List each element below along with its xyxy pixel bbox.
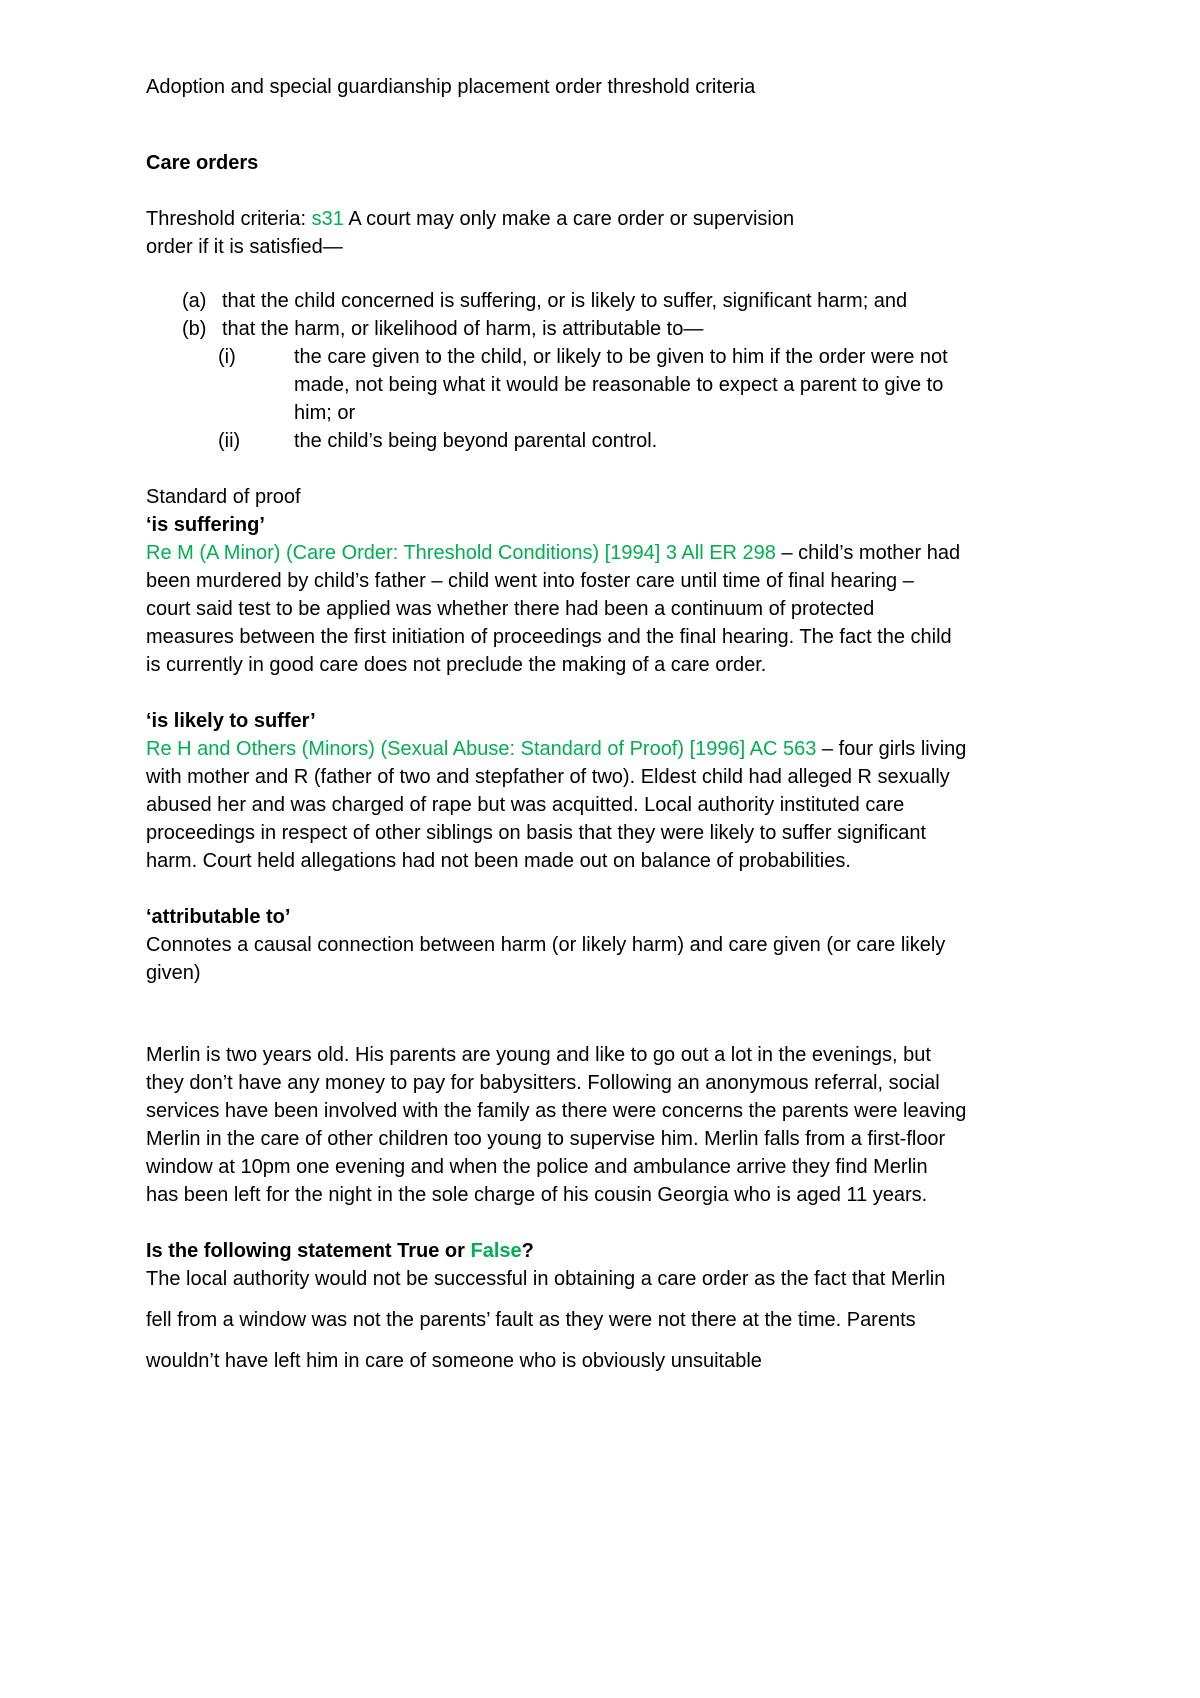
- list-label-b: (b): [182, 318, 207, 340]
- question-prefix: Is the following statement True or: [146, 1240, 471, 1262]
- case2-line4: proceedings in respect of other siblings on basis that they were likely to suffer significant: [146, 822, 927, 844]
- case1-line4: measures between the first initiation of proceedings and the final hearing. The fact the child: [146, 626, 952, 648]
- statement-line1: The local authority would not be successful in obtaining a care order as the fact that Merlin: [146, 1268, 946, 1290]
- list-label-i: (i): [218, 346, 236, 368]
- attributable-to-heading: ‘attributable to’: [146, 906, 291, 928]
- question-heading: [146, 1236, 1066, 1266]
- section-reference: s31: [311, 208, 344, 230]
- case2-line3: abused her and was charged of rape but was acquitted. Local authority instituted care: [146, 794, 905, 816]
- case1-line1-rest: – child’s mother had: [775, 542, 961, 564]
- threshold-criteria-line1: [146, 204, 1066, 234]
- case1-line5: is currently in good care does not preclude the making of a care order.: [146, 654, 767, 676]
- list-text-i-line2: made, not being what it would be reasonable to expect a parent to give to: [294, 374, 944, 396]
- statement-line3: wouldn’t have left him in care of someone who is obviously unsuitable: [146, 1350, 762, 1372]
- standard-of-proof-heading: Standard of proof: [146, 486, 301, 508]
- list-text-ii: the child’s being beyond parental control.: [294, 430, 658, 452]
- case1-line2: been murdered by child’s father – child went into foster care until time of final hearing –: [146, 570, 914, 592]
- attributable-line2: given): [146, 962, 201, 984]
- case2-line1-rest: – four girls living: [816, 738, 967, 760]
- case2-line2: with mother and R (father of two and stepfather of two). Eldest child had alleged R sexually: [146, 766, 950, 788]
- question-suffix: ?: [521, 1240, 534, 1262]
- threshold-criteria-line2: order if it is satisfied—: [146, 236, 343, 258]
- case1-line1: [146, 538, 1066, 568]
- threshold-prefix: Threshold criteria:: [146, 208, 312, 230]
- scenario-line4: Merlin in the care of other children too young to supervise him. Merlin falls from a first-floor: [146, 1128, 946, 1150]
- document-title: Adoption and special guardianship placement order threshold criteria: [146, 76, 756, 98]
- scenario-line2: they don’t have any money to pay for babysitters. Following an anonymous referral, social: [146, 1072, 940, 1094]
- list-label-a: (a): [182, 290, 207, 312]
- question-answer: False: [470, 1240, 522, 1262]
- list-text-i-line3: him; or: [294, 402, 356, 424]
- scenario-line1: Merlin is two years old. His parents are young and like to go out a lot in the evenings, but: [146, 1044, 931, 1066]
- case1-citation: Re M (A Minor) (Care Order: Threshold Conditions) [1994] 3 All ER 298: [146, 542, 776, 564]
- likely-to-suffer-heading: ‘is likely to suffer’: [146, 710, 316, 732]
- statement-line2: fell from a window was not the parents’ fault as they were not there at the time. Parents: [146, 1309, 916, 1331]
- is-suffering-heading: ‘is suffering’: [146, 514, 265, 536]
- list-text-i-line1: the care given to the child, or likely to be given to him if the order were not: [294, 346, 948, 368]
- scenario-line6: has been left for the night in the sole charge of his cousin Georgia who is aged 11 years.: [146, 1184, 928, 1206]
- case1-line3: court said test to be applied was whether there had been a continuum of protected: [146, 598, 875, 620]
- list-label-ii: (ii): [218, 430, 241, 452]
- case2-citation: Re H and Others (Minors) (Sexual Abuse: Standard of Proof) [1996] AC 563: [146, 738, 817, 760]
- scenario-line3: services have been involved with the family as there were concerns the parents were leaving: [146, 1100, 967, 1122]
- case2-line5: harm. Court held allegations had not been made out on balance of probabilities.: [146, 850, 851, 872]
- scenario-line5: window at 10pm one evening and when the police and ambulance arrive they find Merlin: [146, 1156, 928, 1178]
- threshold-line1-rest: A court may only make a care order or supervision: [343, 208, 795, 230]
- list-text-b: that the harm, or likelihood of harm, is attributable to—: [222, 318, 704, 340]
- list-text-a: that the child concerned is suffering, or is likely to suffer, significant harm; and: [222, 290, 908, 312]
- care-orders-heading: Care orders: [146, 152, 259, 174]
- case2-line1: [146, 734, 1066, 764]
- attributable-line1: Connotes a causal connection between harm (or likely harm) and care given (or care likely: [146, 934, 946, 956]
